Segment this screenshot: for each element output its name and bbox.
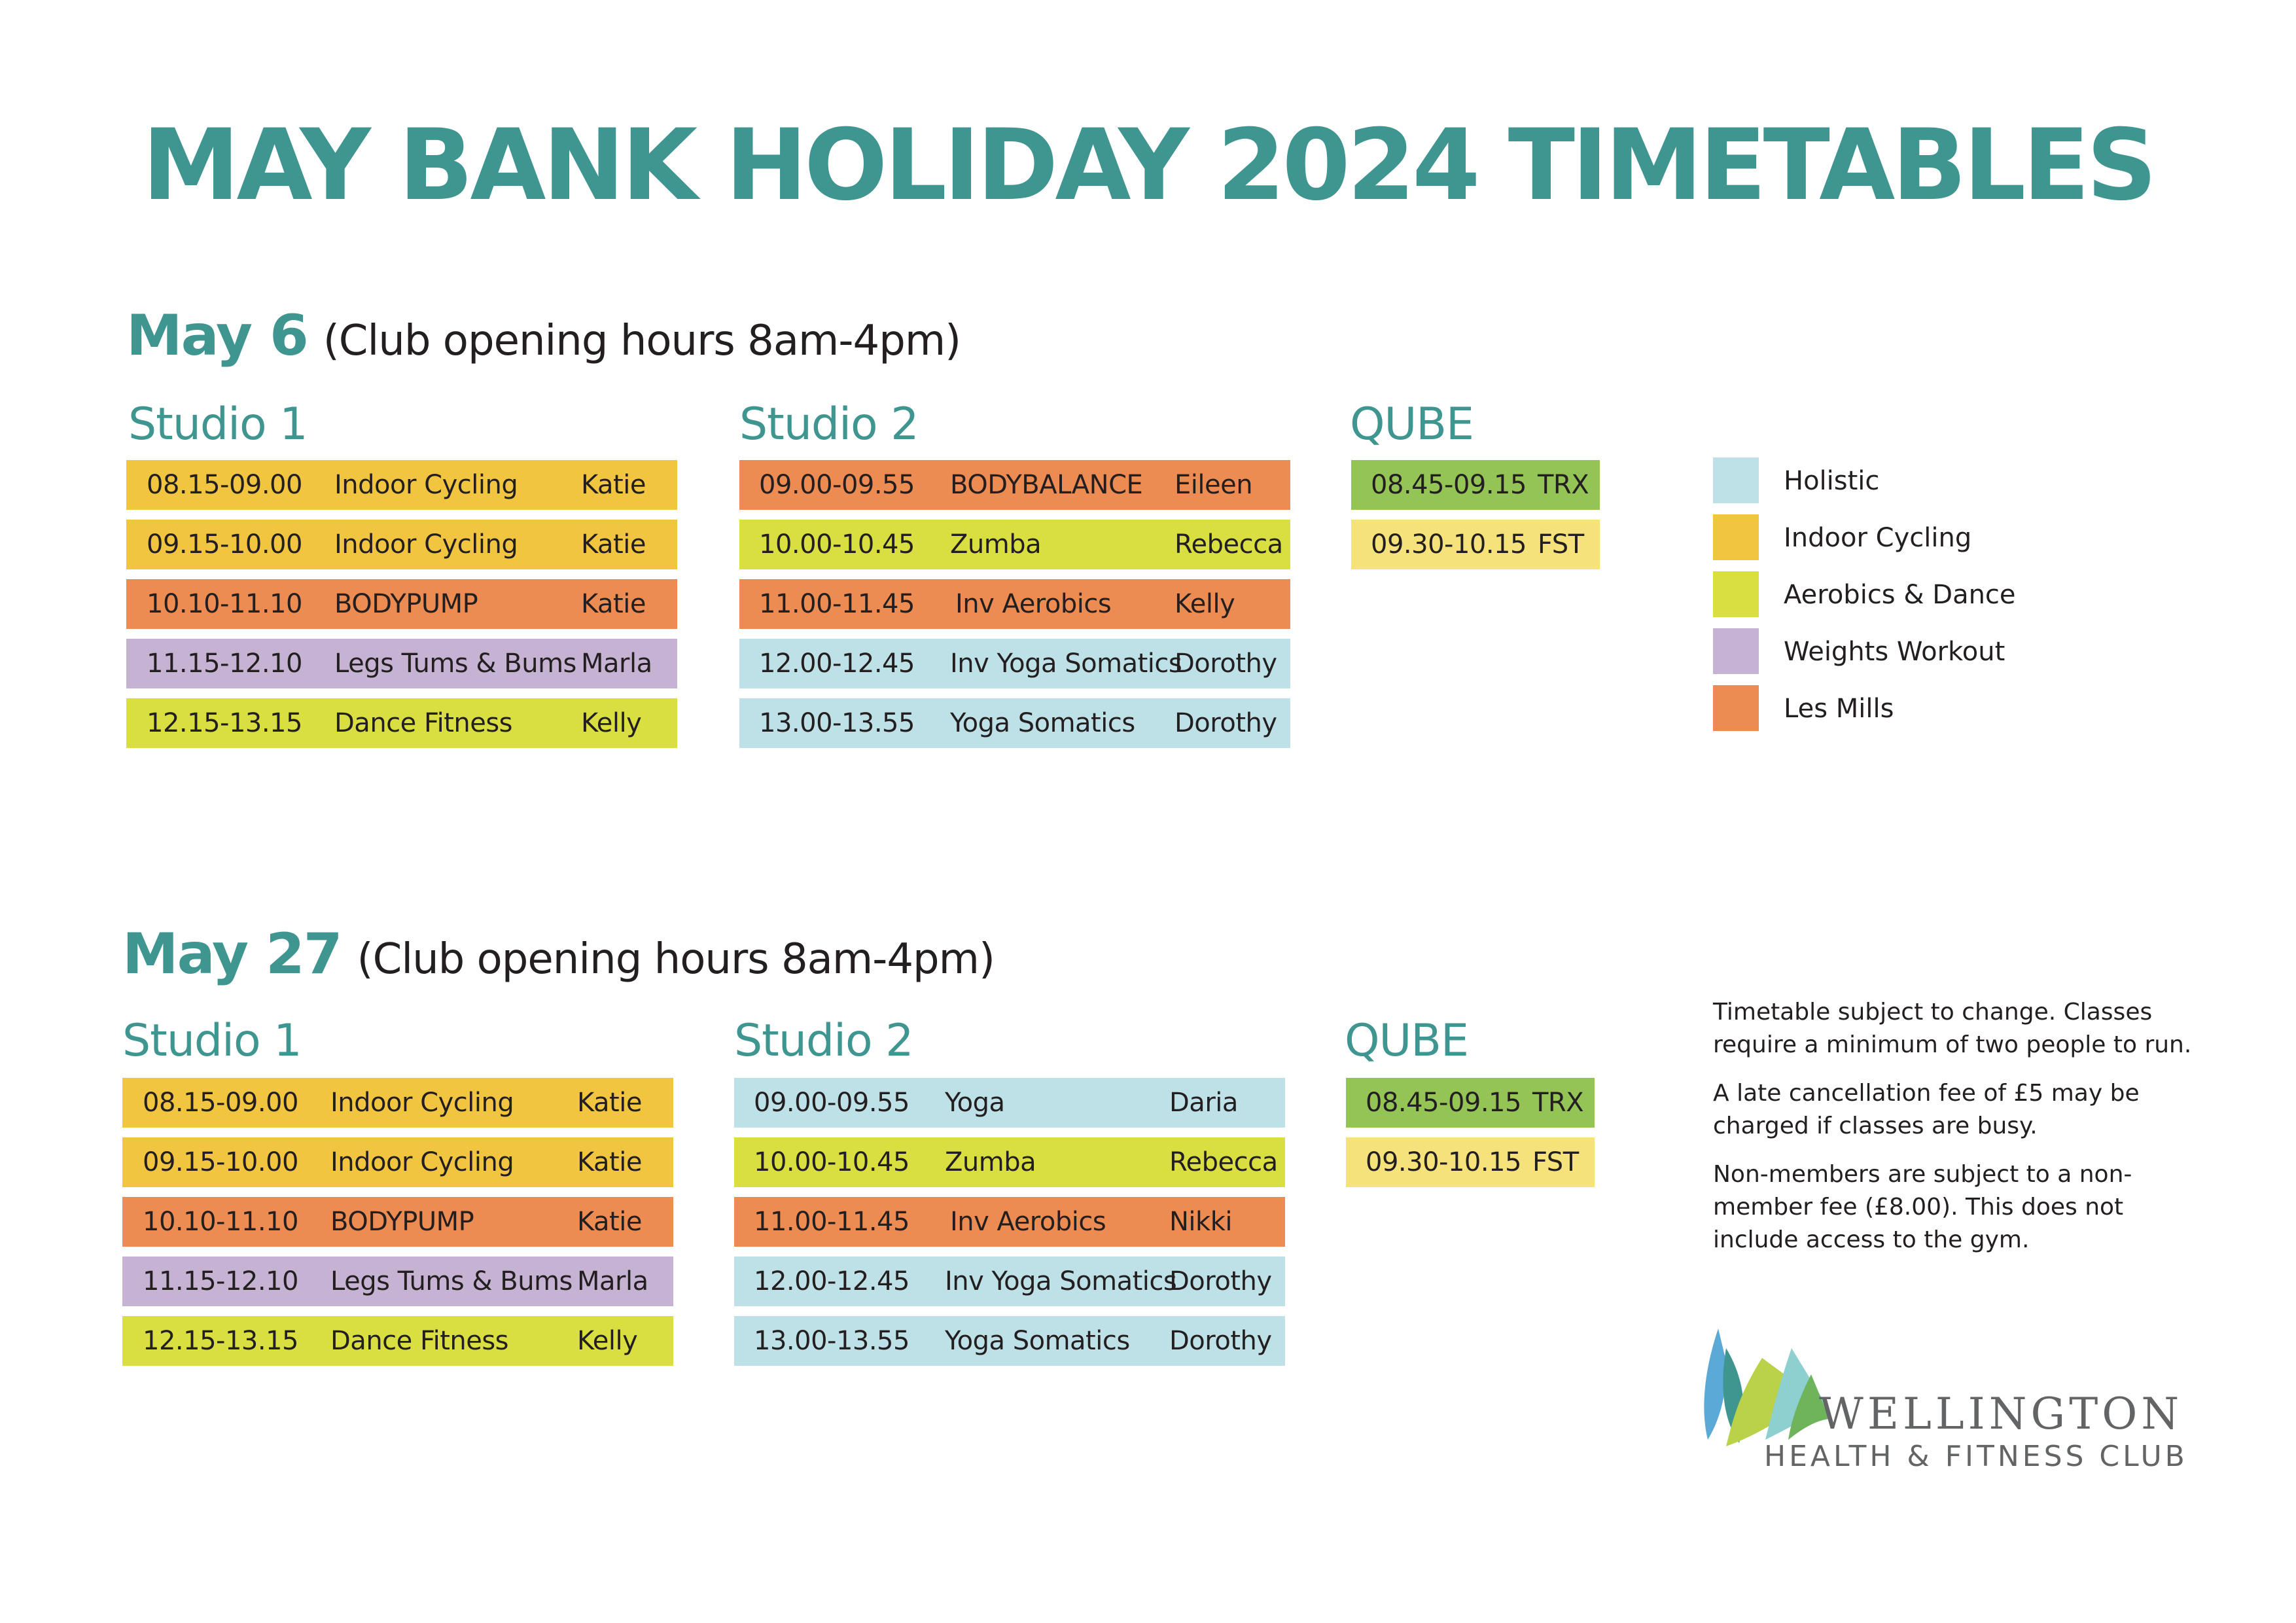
class-row [126,579,677,629]
class-name: Legs Tums & Bums [334,649,576,679]
legend-swatch-holistic [1713,457,1759,503]
class-time: 08.15-09.00 [143,1088,298,1118]
class-row [122,1197,673,1247]
class-instructor: Katie [577,1147,642,1177]
class-name: Dance Fitness [334,708,513,738]
class-name: Yoga [945,1088,1005,1118]
class-row [734,1137,1285,1187]
class-row [739,579,1290,629]
class-name: Zumba [945,1147,1036,1177]
class-name: Indoor Cycling [334,529,518,560]
class-time: 11.00-11.45 [754,1207,910,1237]
class-instructor: Dorothy [1169,1266,1272,1296]
class-row [1346,1078,1595,1128]
class-row [122,1137,673,1187]
class-name: Legs Tums & Bums [330,1266,573,1296]
qube-title: QUBE [1350,399,1474,450]
class-name: TRX [1538,470,1589,500]
class-instructor: Rebecca [1174,529,1283,560]
class-row [734,1257,1285,1306]
qube-title: QUBE [1345,1015,1468,1067]
logo-name: WELLINGTON [1819,1389,2183,1439]
class-instructor: Dorothy [1174,649,1277,679]
class-instructor: Dorothy [1169,1326,1272,1356]
class-row [739,698,1290,748]
class-name: Zumba [950,529,1042,560]
class-instructor: Daria [1169,1088,1238,1118]
class-row [1351,460,1600,510]
class-row [122,1257,673,1306]
logo-subtitle: HEALTH & FITNESS CLUB [1764,1440,2188,1473]
class-name: Indoor Cycling [330,1088,514,1118]
class-instructor: Katie [581,529,646,560]
class-name: Inv Aerobics [950,1207,1106,1237]
logo-mark-icon [1700,1322,1831,1453]
day-label: May 6 [126,303,308,368]
class-row [739,460,1290,510]
class-time: 09.30-10.15 [1366,1147,1521,1177]
legend-swatch-weights-workout [1713,628,1759,674]
notes-block [1713,996,2210,1272]
class-instructor: Katie [577,1088,642,1118]
class-time: 09.00-09.55 [754,1088,910,1118]
class-name: BODYPUMP [334,589,478,619]
class-time: 09.00-09.55 [759,470,915,500]
class-time: 11.00-11.45 [759,589,915,619]
class-row [1351,520,1600,569]
legend-label: Holistic [1784,466,1880,496]
opening-hours: (Club opening hours 8am-4pm) [323,317,961,365]
class-time: 12.00-12.45 [754,1266,910,1296]
class-time: 10.00-10.45 [754,1147,910,1177]
class-instructor: Katie [581,470,646,500]
class-time: 09.15-10.00 [143,1147,298,1177]
class-name: Dance Fitness [330,1326,509,1356]
studio-1-title: Studio 1 [128,399,308,450]
class-time: 08.45-09.15 [1371,470,1527,500]
legend-label: Aerobics & Dance [1784,580,2016,610]
class-instructor: Marla [577,1266,648,1296]
class-time: 09.15-10.00 [147,529,302,560]
class-row [734,1316,1285,1366]
class-time: 10.10-11.10 [147,589,302,619]
class-instructor: Kelly [577,1326,638,1356]
day-heading [126,303,961,368]
note-paragraph: Non-members are subject to a non-member fee (£8.00). This does not include access to the gym. [1713,1161,2132,1253]
page-title: MAY BANK HOLIDAY 2024 TIMETABLES [142,109,2154,223]
class-name: Inv Yoga Somatics [950,649,1182,679]
class-row [126,460,677,510]
class-name: Inv Aerobics [955,589,1112,619]
studio-1-title: Studio 1 [122,1015,302,1067]
class-name: BODYPUMP [330,1207,474,1237]
class-row [1346,1137,1595,1187]
class-time: 13.00-13.55 [759,708,915,738]
class-time: 11.15-12.10 [143,1266,298,1296]
legend-label: Weights Workout [1784,637,2005,667]
class-row [734,1078,1285,1128]
class-instructor: Eileen [1174,470,1253,500]
legend-swatch-les-mills [1713,685,1759,731]
class-row [122,1316,673,1366]
note-paragraph: A late cancellation fee of £5 may be charged if classes are busy. [1713,1080,2140,1139]
class-instructor: Nikki [1169,1207,1232,1237]
class-instructor: Katie [577,1207,642,1237]
legend-swatch-aerobics-dance [1713,571,1759,617]
class-time: 12.15-13.15 [147,708,302,738]
class-time: 10.00-10.45 [759,529,915,560]
class-time: 11.15-12.10 [147,649,302,679]
legend-swatch-indoor-cycling [1713,514,1759,560]
class-row [734,1197,1285,1247]
class-row [126,698,677,748]
studio-2-title: Studio 2 [739,399,919,450]
day-heading [122,921,995,987]
class-time: 08.15-09.00 [147,470,302,500]
note-paragraph: Timetable subject to change. Classes require a minimum of two people to run. [1713,999,2192,1058]
class-time: 12.15-13.15 [143,1326,298,1356]
class-time: 08.45-09.15 [1366,1088,1521,1118]
class-instructor: Rebecca [1169,1147,1278,1177]
day-label: May 27 [122,921,342,987]
opening-hours: (Club opening hours 8am-4pm) [357,935,995,984]
class-name: TRX [1532,1088,1584,1118]
class-name: Inv Yoga Somatics [945,1266,1177,1296]
class-row [122,1078,673,1128]
class-name: Yoga Somatics [945,1326,1130,1356]
class-time: 10.10-11.10 [143,1207,298,1237]
class-name: FST [1538,529,1584,560]
class-instructor: Dorothy [1174,708,1277,738]
class-instructor: Marla [581,649,652,679]
class-name: FST [1532,1147,1579,1177]
class-time: 13.00-13.55 [754,1326,910,1356]
legend-label: Les Mills [1784,694,1894,724]
club-logo [1700,1322,2210,1479]
class-instructor: Katie [581,589,646,619]
legend-label: Indoor Cycling [1784,523,1972,553]
class-name: Yoga Somatics [950,708,1135,738]
class-row [126,520,677,569]
class-time: 12.00-12.45 [759,649,915,679]
studio-2-title: Studio 2 [734,1015,913,1067]
class-row [739,639,1290,688]
class-row [739,520,1290,569]
class-row [126,639,677,688]
class-name: Indoor Cycling [330,1147,514,1177]
class-name: BODYBALANCE [950,470,1143,500]
class-instructor: Kelly [581,708,642,738]
class-time: 09.30-10.15 [1371,529,1527,560]
class-name: Indoor Cycling [334,470,518,500]
class-instructor: Kelly [1174,589,1235,619]
